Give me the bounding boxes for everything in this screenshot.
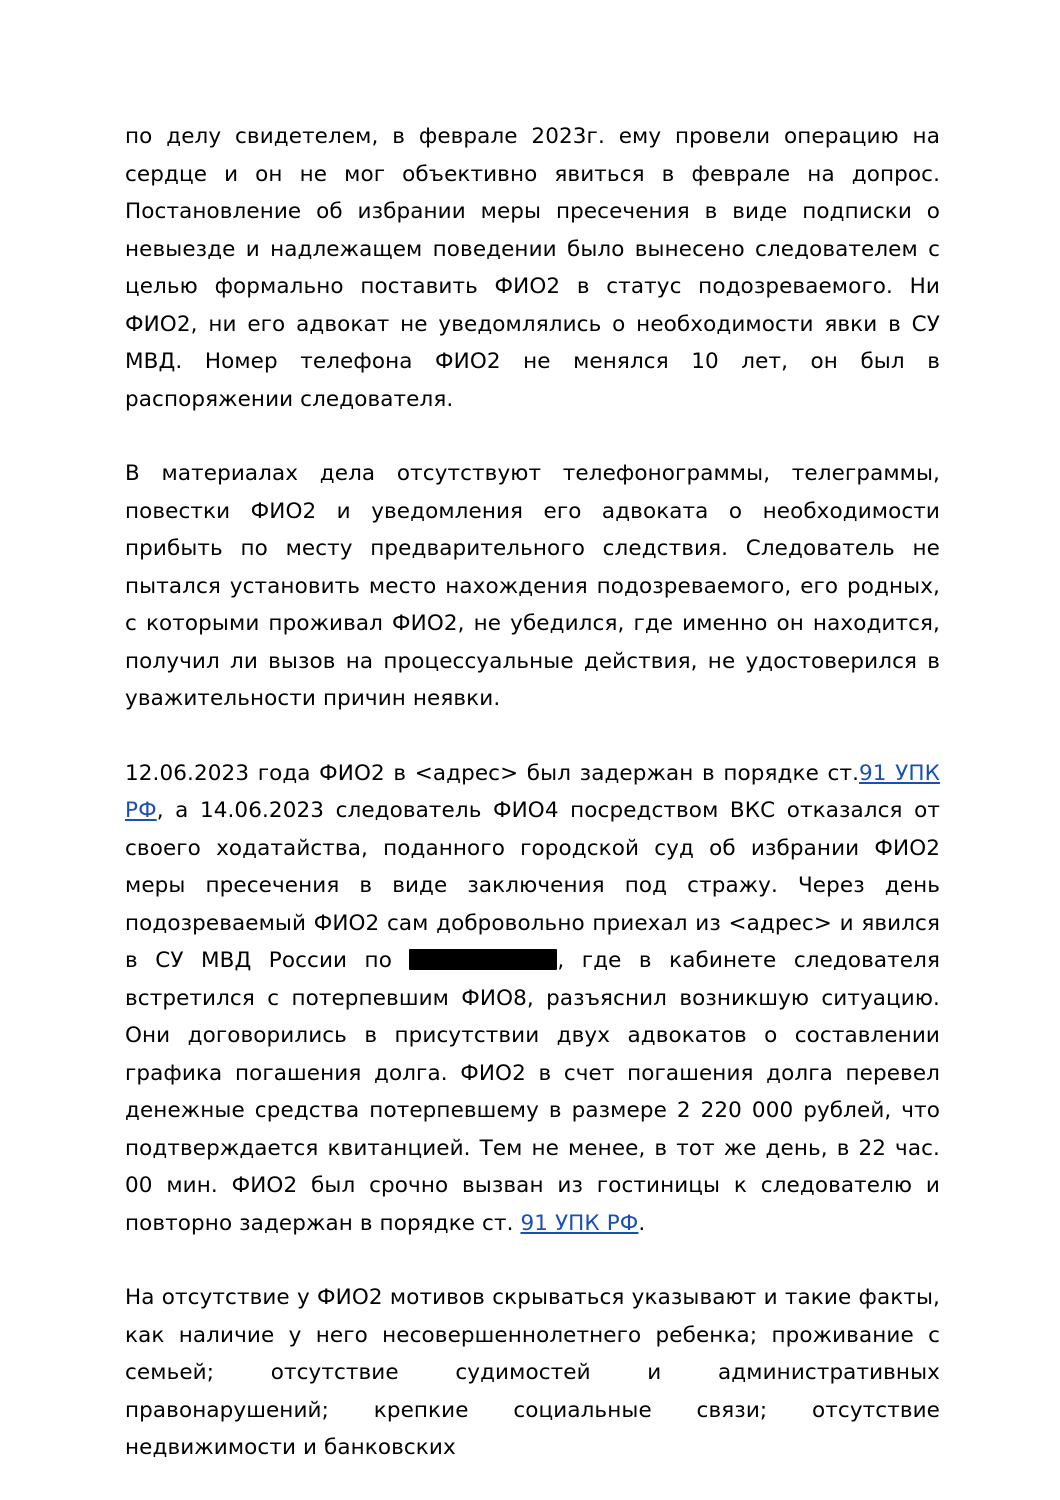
paragraph-text: В материалах дела отсутствуют телефонограммы, телеграммы, повестки ФИО2 и уведомления его адвоката о необходимости прибыть по месту предварительного следствия. Следователь не пытался установить место нахождения подозреваемого, его родных, с которыми проживал ФИО2, не убедился, где именно он находится, получил ли вызов на процессуальные действия, не удостоверился в уважительности причин неявки. — [125, 461, 940, 711]
paragraph — [125, 1279, 940, 1467]
paragraph-text: , а 14.06.2023 следователь ФИО4 посредством ВКС отказался от своего ходатайства, поданного городской суд об избрании ФИО2 меры пресечения в виде заключения под стражу. Через день подозреваемый ФИО2 сам добровольно приехал из <адрес> и явился в СУ МВД России по — [125, 798, 940, 973]
redaction-bar — [409, 949, 557, 970]
legal-reference-link[interactable]: 91 УПК РФ — [520, 1210, 639, 1236]
paragraph-text: 12.06.2023 года ФИО2 в <адрес> был задержан в порядке ст. — [125, 760, 860, 786]
paragraph — [125, 755, 940, 1243]
paragraph — [125, 118, 940, 418]
paragraph-text: по делу свидетелем, в феврале 2023г. ему провели операцию на сердце и он не мог объективно явиться в феврале на допрос. Постановление об избрании меры пресечения в виде подписки о невыезде и надлежащем поведении было вынесено следователем с целью формально поставить ФИО2 в статус подозреваемого. Ни ФИО2, ни его адвокат не уведомлялись о необходимости явки в СУ МВД. Номер телефона ФИО2 не менялся 10 лет, он был в распоряжении следователя. — [125, 124, 940, 412]
legal-reference-link[interactable]: 91 УПК РФ — [125, 760, 940, 823]
paragraph-text: . — [638, 1210, 646, 1236]
paragraph-text: , где в кабинете следователя встретился с потерпевшим ФИО8, разъяснил возникшую ситуацию. Они договорились в присутствии двух адвокатов о составлении графика погашения долга. ФИО2 в счет погашения долга перевел денежные средства потерпевшему в размере 2 220 000 рублей, что подтверждается квитанцией. Тем не менее, в тот же день, в 22 час. 00 мин. ФИО2 был срочно вызван из гостиницы к следователю и повторно задержан в порядке ст. — [125, 948, 940, 1236]
paragraph-text: На отсутствие у ФИО2 мотивов скрываться указывают и такие факты, как наличие у него несовершеннолетнего ребенка; проживание с семьей; отсутствие судимостей и административных правонарушений; крепкие социальные связи; отсутствие недвижимости и банковских — [125, 1285, 940, 1460]
paragraph — [125, 455, 940, 718]
document-body — [125, 118, 940, 1467]
